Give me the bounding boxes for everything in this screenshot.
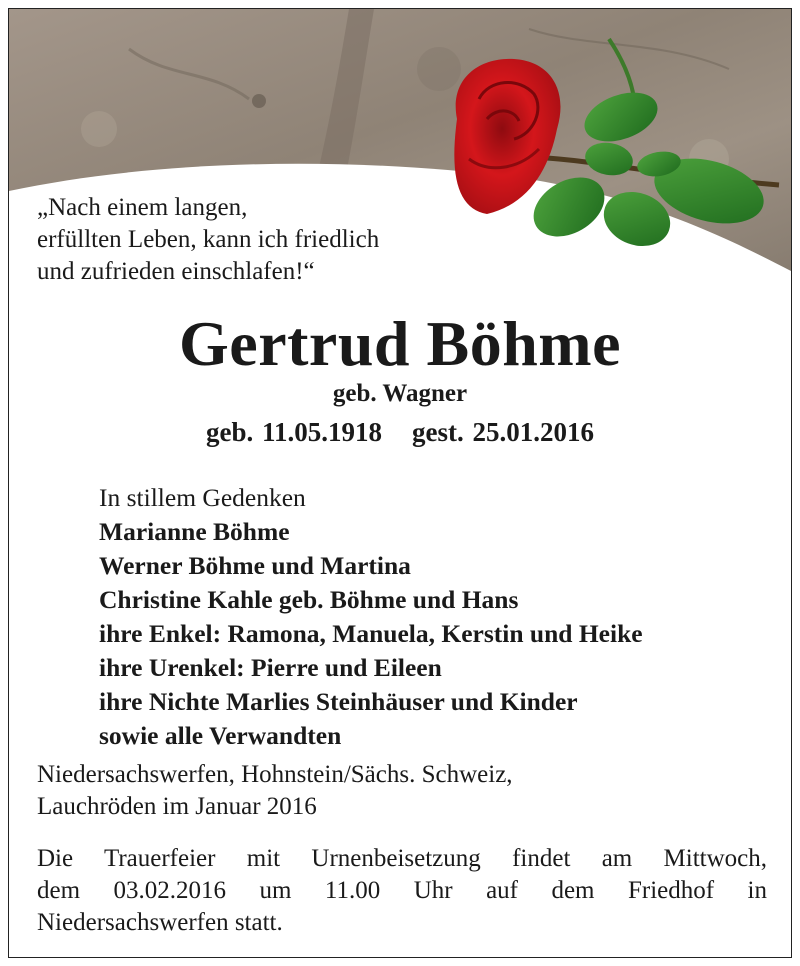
mourner-line: sowie alle Verwandten [99, 721, 342, 750]
quote-line: erfüllten Leben, kann ich friedlich [37, 226, 380, 253]
life-dates [9, 415, 791, 449]
mourners-intro: In stillem Gedenken [99, 483, 306, 512]
mourner-line: ihre Urenkel: Pierre und Eileen [99, 653, 442, 682]
place-line: Niedersachswerfen, Hohnstein/Sächs. Schweiz, [37, 761, 513, 788]
funeral-line: Die Trauerfeier mit Urnenbeisetzung findet am Mittwoch, [37, 845, 767, 872]
place-and-date [37, 759, 777, 823]
obituary-notice [8, 8, 792, 958]
mourner-line: Christine Kahle geb. Böhme und Hans [99, 585, 519, 614]
mourner-line: ihre Enkel: Ramona, Manuela, Kerstin und Heike [99, 619, 643, 648]
mourner-line: ihre Nichte Marlies Steinhäuser und Kinder [99, 687, 578, 716]
funeral-line: Niedersachswerfen statt. [37, 909, 283, 936]
birth-date: geb. 11.05.1918 [206, 417, 383, 447]
mourners-list [99, 481, 779, 753]
maiden-name: geb. Wagner [332, 380, 468, 407]
mourner-line: Werner Böhme und Martina [99, 551, 411, 580]
funeral-line: dem 03.02.2016 um 11.00 Uhr auf dem Friedhof in [37, 877, 767, 904]
place-line: Lauchröden im Januar 2016 [37, 793, 317, 820]
deceased-name: Gertrud Böhme [179, 308, 621, 379]
funeral-info [37, 843, 767, 939]
quote [37, 192, 477, 288]
mourner-line: Marianne Böhme [99, 517, 290, 546]
death-date: gest. 25.01.2016 [412, 417, 594, 447]
quote-line: und zufrieden einschlafen!“ [37, 258, 315, 285]
quote-line: „Nach einem langen, [37, 194, 248, 221]
